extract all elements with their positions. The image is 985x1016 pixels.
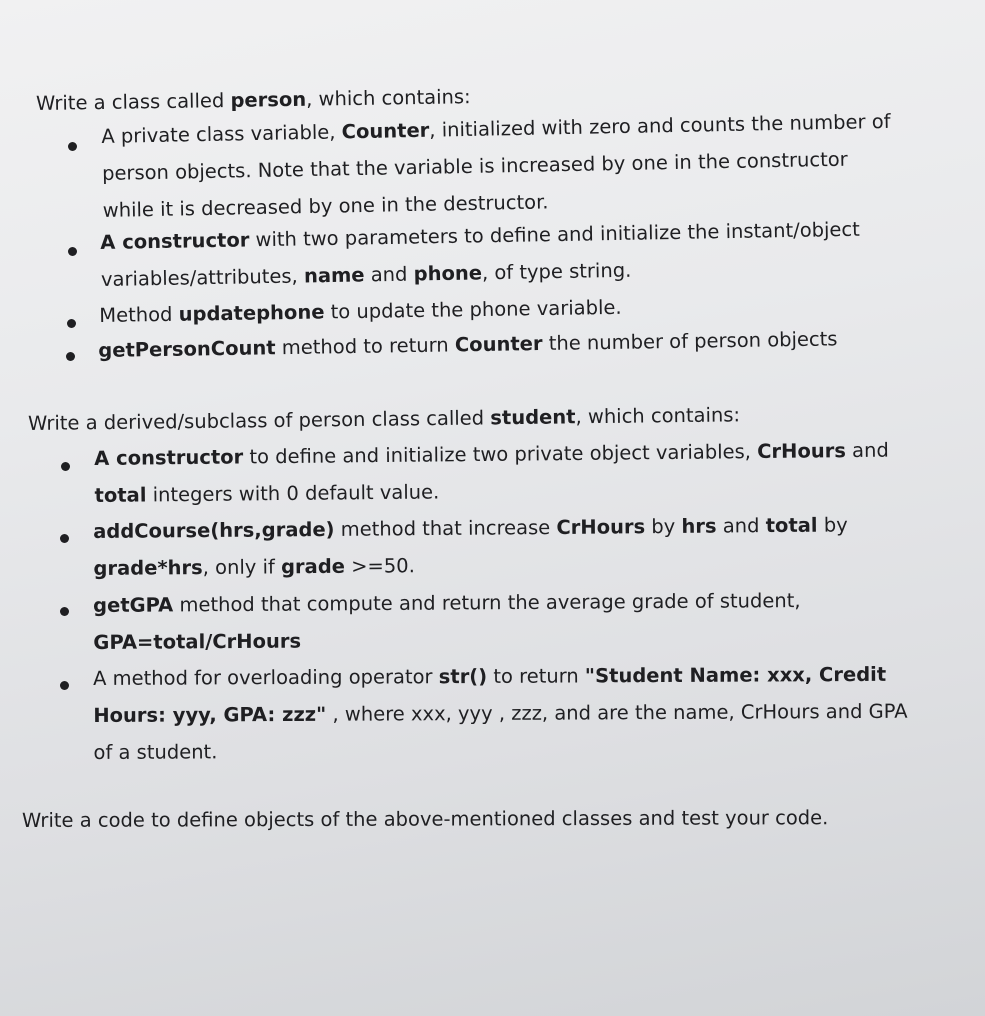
section1-item-constructor [100,211,861,298]
section2-intro-text: Write a derived/subclass of person class called [27,406,491,435]
line: while it is decreased by one in the destructor. [102,190,549,222]
line [93,582,801,624]
term-counter: Counter [341,118,430,144]
text: method that compute and return the average grade of student, [173,589,801,617]
text: to update the phone variable. [324,295,622,324]
section2-intro-suffix: , which contains: [575,403,741,429]
text: with two parameters to define and initialize the instant/object [249,217,861,252]
term-constructor: A constructor [100,228,250,254]
text: , only if [202,555,282,580]
section1-intro-suffix: , which contains: [305,85,471,111]
bullet-icon [60,681,69,690]
term-updatephone: updatephone [178,300,325,326]
term-str: str() [438,664,488,689]
closing-instruction: Write a code to define objects of the above-mentioned classes and test your code. [21,806,829,832]
text: by [645,514,682,539]
text: the number of person objects [542,327,838,356]
term-name: name [303,263,365,288]
bullet-icon [60,534,69,543]
text: >=50. [344,554,415,578]
term-constructor: A constructor [94,445,244,470]
section2-intro [28,403,740,436]
term-hours-gpa-format: Hours: yyy, GPA: zzz" [93,702,327,727]
text: and [364,262,414,287]
bullet-icon [61,462,70,471]
bullet-icon [67,319,76,328]
text: A method for overloading operator [93,665,439,690]
text: , where xxx, yyy , zzz, and are the name, CrHours and GPA [326,699,908,726]
term-getpersoncount: getPersonCount [98,336,276,362]
section2-item-str-overload [93,656,908,771]
term-getgpa: getGPA [93,593,174,617]
line: person objects. Note that the variable is increased by one in the constructor [101,147,848,185]
term-addcourse: addCourse(hrs,grade) [93,517,335,543]
line [93,656,908,697]
section2-item-addcourse [93,506,848,587]
line [93,693,908,734]
bullet-icon [60,607,69,616]
term-phone: phone [413,261,483,286]
term-crhours: CrHours [757,439,847,464]
class-name-student: student [490,405,576,430]
line [93,506,848,550]
bullet-icon [66,352,75,361]
section1-item-counter [101,103,892,229]
term-gpa-formula: GPA=total/CrHours [93,629,302,654]
text: and [845,438,889,463]
text: Method [99,302,179,327]
term-total: total [765,513,818,538]
bullet-icon [68,247,77,256]
section1-intro-text: Write a class called [35,88,231,115]
term-total: total [94,483,147,507]
text: , initialized with zero and counts the number of [429,109,891,142]
text: to define and initialize two private object variables, [243,440,758,469]
text: integers with 0 default value. [146,480,440,507]
term-grade-hrs: grade*hrs [93,556,203,580]
text: , of type string. [481,258,632,285]
text: method that increase [334,515,557,541]
text: and [716,514,766,538]
text: A private class variable, [101,120,342,148]
text: to return [487,664,585,688]
class-name-person: person [230,87,307,112]
line [93,543,848,587]
line: of a student. [93,740,218,764]
term-counter: Counter [454,332,543,357]
text: variables/attributes, [100,264,305,291]
text: by [817,513,848,537]
section2-item-getgpa [93,582,801,661]
bullet-icon [68,142,77,151]
text: method to return [275,333,456,360]
term-student-name-format: "Student Name: xxx, Credit [584,662,887,688]
section2-item-constructor [94,432,889,514]
term-crhours: CrHours [556,515,646,539]
term-hrs: hrs [681,514,717,538]
term-grade: grade [280,554,346,579]
